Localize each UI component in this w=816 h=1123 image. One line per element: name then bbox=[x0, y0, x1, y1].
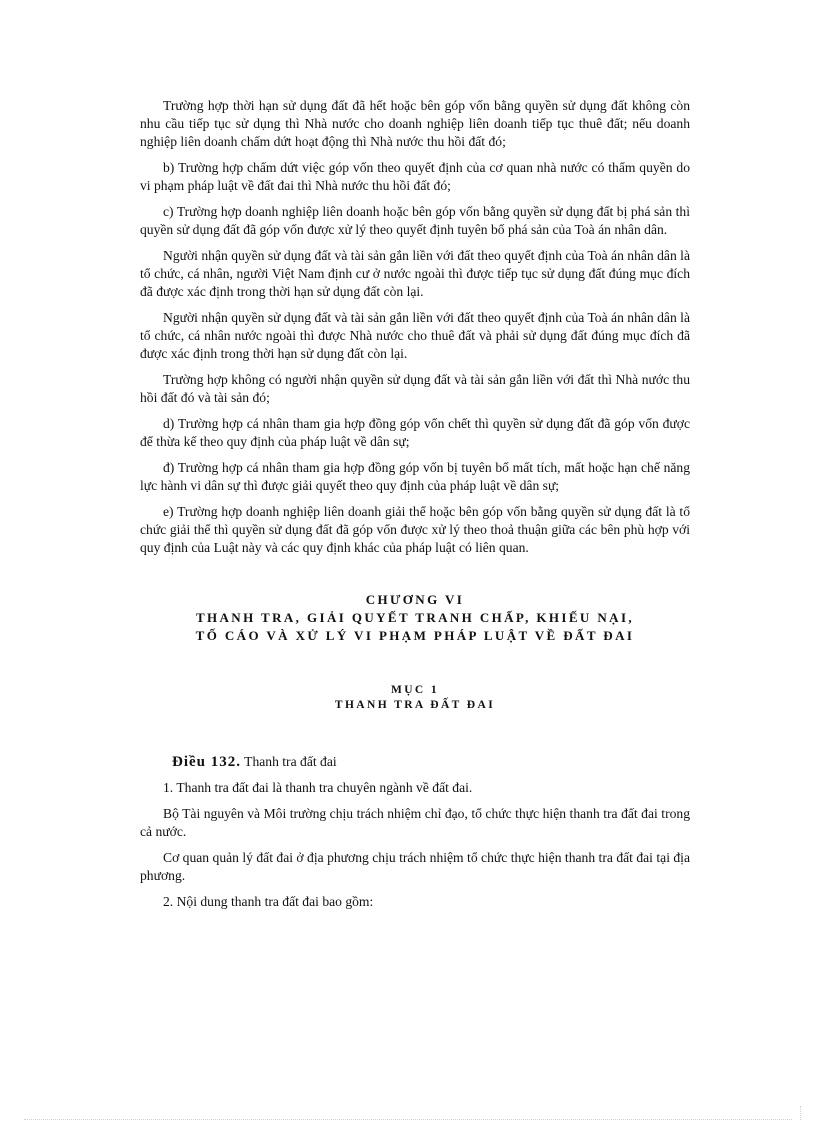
article-heading bbox=[140, 753, 690, 771]
page-bottom-border bbox=[24, 1119, 792, 1120]
paragraph: b) Trường hợp chấm dứt việc góp vốn theo quyết định của cơ quan nhà nước có thẩm quyền do vi phạm pháp luật về đất đai thì Nhà nước thu hồi đất đó; bbox=[140, 160, 690, 193]
section-number: MỤC 1 bbox=[390, 684, 440, 696]
page-content bbox=[140, 97, 690, 919]
paragraph: Trường hợp thời hạn sử dụng đất đã hết hoặc bên góp vốn bằng quyền sử dụng đất không còn nhu cầu tiếp tục sử dụng thì Nhà nước cho doanh nghiệp liên doanh tiếp tục thuê đất; nếu doanh nghiệp liên doanh chấm dứt hoạt động thì Nhà nước thu hồi đất đó; bbox=[140, 98, 690, 149]
paragraph: 2. Nội dung thanh tra đất đai bao gồm: bbox=[163, 894, 374, 909]
paragraph: Trường hợp không có người nhận quyền sử dụng đất và tài sản gắn liền với đất thì Nhà nước thu hồi đất đó và tài sản đó; bbox=[140, 372, 690, 405]
paragraph: đ) Trường hợp cá nhân tham gia hợp đồng góp vốn bị tuyên bố mất tích, mất hoặc hạn chế năng lực hành vi dân sự thì được giải quyết theo quy định của pháp luật về dân sự; bbox=[140, 460, 690, 493]
paragraph: d) Trường hợp cá nhân tham gia hợp đồng góp vốn chết thì quyền sử dụng đất đã góp vốn được để thừa kế theo quy định của pháp luật về dân sự; bbox=[140, 416, 690, 449]
chapter-title-line-1: THANH TRA, GIẢI QUYẾT TRANH CHẤP, KHIẾU NẠI, bbox=[195, 610, 635, 625]
paragraph: c) Trường hợp doanh nghiệp liên doanh hoặc bên góp vốn bằng quyền sử dụng đất bị phá sản thì quyền sử dụng đất đã góp vốn được xử lý theo quyết định tuyên bố phá sản của Toà án nhân dân. bbox=[140, 204, 690, 237]
paragraph: Người nhận quyền sử dụng đất và tài sản gắn liền với đất theo quyết định của Toà án nhân dân là tổ chức, cá nhân nước ngoài thì được Nhà nước cho thuê đất và phải sử dụng đất đúng mục đích đã được xác định trong thời hạn sử dụng đất còn lại. bbox=[140, 310, 690, 361]
paragraph: Người nhận quyền sử dụng đất và tài sản gắn liền với đất theo quyết định của Toà án nhân dân là tổ chức, cá nhân, người Việt Nam định cư ở nước ngoài thì được tiếp tục sử dụng đất đúng mục đích đã được xác định trong thời hạn sử dụng đất còn lại. bbox=[140, 248, 690, 299]
chapter-number: CHƯƠNG VI bbox=[365, 592, 465, 607]
chapter-heading bbox=[140, 591, 690, 645]
article-title: Thanh tra đất đai bbox=[244, 754, 337, 769]
paragraph: 1. Thanh tra đất đai là thanh tra chuyên ngành về đất đai. bbox=[163, 780, 473, 795]
paragraph: Cơ quan quản lý đất đai ở địa phương chịu trách nhiệm tổ chức thực hiện thanh tra đất đai tại địa phương. bbox=[140, 850, 690, 883]
section-title: THANH TRA ĐẤT ĐAI bbox=[334, 699, 496, 711]
section-heading bbox=[140, 683, 690, 713]
article-number: Điều 132. bbox=[172, 754, 241, 770]
chapter-title-line-2: TỐ CÁO VÀ XỬ LÝ VI PHẠM PHÁP LUẬT VỀ ĐẤT ĐAI bbox=[195, 628, 635, 643]
paragraph: Bộ Tài nguyên và Môi trường chịu trách nhiệm chỉ đạo, tổ chức thực hiện thanh tra đất đai trong cả nước. bbox=[140, 806, 690, 839]
paragraph: e) Trường hợp doanh nghiệp liên doanh giải thể hoặc bên góp vốn bằng quyền sử dụng đất là tổ chức giải thể thì quyền sử dụng đất đã góp vốn được xử lý theo thoả thuận giữa các bên phù hợp với quy định của Luật này và các quy định khác của pháp luật có liên quan. bbox=[140, 504, 690, 555]
page-corner-mark bbox=[800, 1106, 801, 1120]
